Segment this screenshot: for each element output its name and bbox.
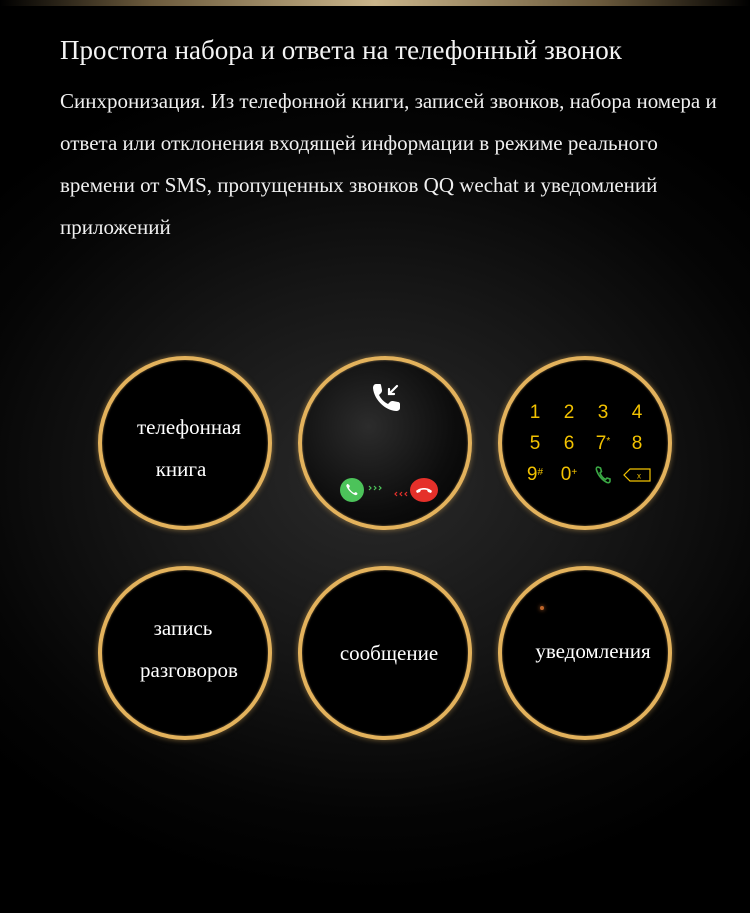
accept-call-button — [340, 478, 364, 502]
key-0-mark: + — [571, 467, 578, 478]
incoming-call-icon — [370, 380, 404, 414]
key-1: 1 — [529, 402, 541, 423]
key-5: 5 — [529, 433, 541, 454]
backspace-key — [620, 464, 654, 486]
reject-call-icon — [410, 478, 438, 502]
backspace-mark: x — [637, 471, 641, 481]
call-records-label-line1: запись — [153, 616, 213, 640]
key-9-digit: 9 — [526, 464, 538, 485]
key-7-digit: 7 — [595, 433, 607, 454]
notifications-label: уведомления — [535, 639, 651, 663]
keypad-circle — [498, 356, 672, 530]
key-7 — [586, 433, 620, 455]
phonebook-circle — [98, 356, 272, 530]
accept-call-icon — [340, 478, 364, 502]
key-6: 6 — [563, 433, 575, 454]
message-circle — [298, 566, 472, 740]
swipe-left-arrows — [394, 489, 408, 499]
top-divider — [0, 0, 750, 6]
orange-spark-dot — [540, 606, 544, 610]
call-records-label-line2: разговоров — [140, 658, 238, 682]
phonebook-label-line1: телефонная — [136, 415, 242, 439]
backspace-icon — [622, 467, 652, 483]
key-4: 4 — [631, 402, 643, 423]
dial-phone-icon — [593, 464, 613, 486]
page-title: Простота набора и ответа на телефонный звонок — [60, 35, 622, 65]
dial-key — [586, 464, 620, 486]
reject-call-button — [410, 478, 438, 502]
key-0-digit: 0 — [560, 464, 572, 485]
message-label: сообщение — [339, 641, 439, 665]
feature-description: Синхронизация. Из телефонной книги, записей звонков, набора номера и ответа или отклонения входящей информации в режиме реального времени от SMS, пропущенных звонков QQ wechat и уведомлений приложений — [60, 89, 717, 239]
key-2: 2 — [563, 402, 575, 423]
call-screen-circle — [298, 356, 472, 530]
phonebook-label-line2: книга — [155, 457, 207, 481]
key-3: 3 — [597, 402, 609, 423]
key-0 — [552, 464, 586, 486]
key-8: 8 — [631, 433, 643, 454]
swipe-right-arrows — [368, 483, 382, 493]
key-9-mark: # — [537, 467, 544, 478]
dial-keypad — [518, 402, 658, 486]
call-records-circle — [98, 566, 272, 740]
notifications-circle — [498, 566, 672, 740]
key-7-mark: * — [606, 436, 611, 447]
key-9 — [518, 464, 552, 486]
